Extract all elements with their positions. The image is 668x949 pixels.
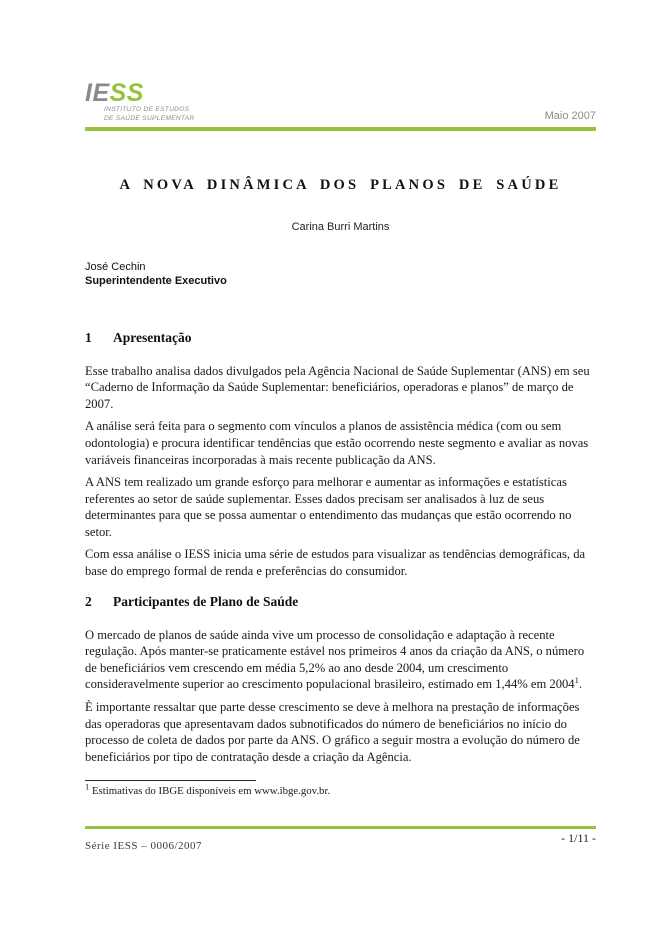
signatory-role: Superintendente Executivo [85, 275, 227, 288]
document-title: A NOVA DINÂMICA DOS PLANOS DE SAÚDE [119, 177, 562, 194]
section-1-heading [85, 330, 596, 346]
paragraph: A análise será feita para o segmento com vínculos a planos de assistência médica (com ou sem odontologia) e procura identificar tendências que estão ocorrendo neste segmento e avaliar as novas variáveis financeiras incorporadas à mais recente publicação da ANS. [85, 419, 589, 467]
section-2-number: 2 [85, 593, 92, 609]
paragraph [85, 627, 596, 693]
section-1-title: Apresentação [113, 329, 192, 345]
header-divider [85, 127, 596, 131]
series-label: Série IESS – 0006/2007 [85, 840, 203, 852]
footer-row [85, 829, 596, 852]
page-header [85, 79, 596, 123]
logo-tagline-line1: INSTITUTO DE ESTUDOS [104, 106, 190, 114]
signatory-name: José Cechin [85, 261, 146, 274]
iess-logo [85, 79, 195, 123]
section-2-title: Participantes de Plano de Saúde [113, 593, 299, 609]
paragraph: È importante ressaltar que parte desse crescimento se deve à melhora na prestação de informações das operadoras que apresentavam dados subnotificados do número de beneficiários no início do processo de coleta de dados por parte da ANS. O gráfico a seguir mostra a evolução do número de beneficiários por tipo de contratação desde a criação da Agência. [85, 700, 580, 764]
page-number: - 1/11 - [561, 831, 596, 845]
paragraph: Esse trabalho analisa dados divulgados pela Agência Nacional de Saúde Suplementar (ANS) em seu “Caderno de Informação da Saúde Suplementar: beneficiários, operadoras e planos” de março de 2007. [85, 363, 590, 411]
footnote [85, 781, 596, 798]
logo-wordmark [85, 79, 195, 107]
issue-date: Maio 2007 [544, 110, 596, 123]
logo-tagline [104, 106, 195, 123]
footnote-text: Estimativas do IBGE disponíveis em www.ibge.gov.br. [91, 785, 331, 798]
section-1-number: 1 [85, 329, 92, 345]
footnote-separator [85, 780, 256, 781]
paragraph-text: O mercado de planos de saúde ainda vive um processo de consolidação e adaptação à recente regulação. Após manter-se praticamente estável nos primeiros 4 anos da criação da ANS, o número de beneficiários vem crescendo em média 5,2% ao ano desde 2004, um crescimento consideravelmente superior ao crescimento populacional brasileiro, estimado em 1,44% em 2004 [85, 627, 585, 692]
logo-tagline-line2: DE SAÚDE SUPLEMENTAR [104, 114, 195, 122]
paragraph-text: . [578, 677, 583, 692]
section-2-heading [85, 594, 596, 610]
author-name: Carina Burri Martins [291, 221, 390, 234]
footnote-block [85, 780, 596, 797]
paragraph: A ANS tem realizado um grande esforço para melhorar e aumentar as informações e estatísticas referentes ao setor de saúde suplementar. Esses dados precisam ser analisados à luz de seus determinantes para que se possa aumentar o entendimento das mudanças que estão ocorrendo no setor. [85, 475, 572, 539]
footnote-reference: 1 [574, 675, 579, 686]
page-footer [85, 826, 596, 852]
logo-text-green: SS [109, 79, 144, 107]
paragraph: Com essa análise o IESS inicia uma série de estudos para visualizar as tendências demográficas, da base do emprego formal de renda e preferências do consumidor. [85, 547, 586, 579]
logo-text-gray: IE [85, 79, 110, 107]
footnote-marker: 1 [85, 781, 90, 792]
signatory-block [85, 260, 596, 288]
